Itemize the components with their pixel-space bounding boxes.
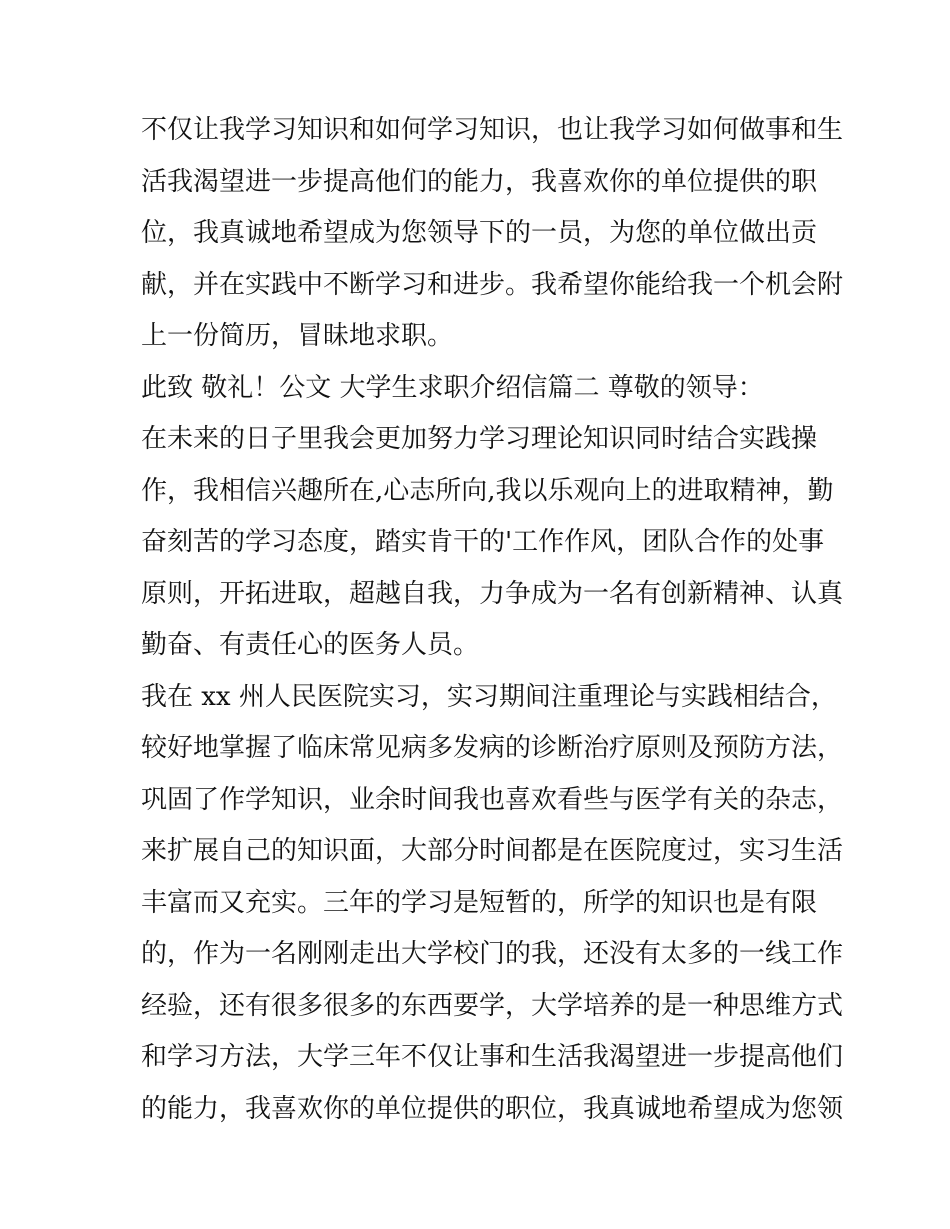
- text-line: 原则，开拓进取，超越自我，力争成为一名有创新精神、认真: [141, 578, 844, 609]
- document-body: [141, 105, 844, 1135]
- text-line: 不仅让我学习知识和如何学习知识，也让我学习如何做事和生: [141, 115, 844, 145]
- text-line: 作，我相信兴趣所在,心志所向,我以乐观向上的进取精神，勤: [141, 475, 834, 506]
- paragraph-3: [141, 414, 844, 672]
- text-line: 勤奋、有责任心的医务人员。: [141, 630, 480, 660]
- text-line: 巩固了作学知识，业余时间我也喜欢看些与医学有关的杂志，: [141, 784, 844, 815]
- text-line: 较好地掌握了临床常见病多发病的诊断治疗原则及预防方法，: [141, 733, 844, 763]
- text-line: 经验，还有很多很多的东西要学，大学培养的是一种思维方式: [141, 990, 844, 1021]
- text-line: 活我渴望进一步提高他们的能力，我喜欢你的单位提供的职: [141, 166, 818, 197]
- text-line: 上一份简历，冒昧地求职。: [141, 321, 454, 351]
- paragraph-2: [141, 363, 816, 415]
- text-line: 献，并在实践中不断学习和进步。我希望你能给我一个机会附: [141, 269, 844, 300]
- text-line: 此致 敬礼！公文 大学生求职介绍信篇二 尊敬的领导：: [141, 372, 764, 403]
- text-line: 奋刻苦的学习态度，踏实肯干的'工作作风，团队合作的处事: [141, 527, 825, 557]
- text-line: 丰富而又充实。三年的学习是短暂的，所学的知识也是有限: [141, 887, 818, 918]
- text-line: 位，我真诚地希望成为您领导下的一员，为您的单位做出贡: [141, 218, 818, 248]
- text-line: 我在 xx 州人民医院实习，实习期间注重理论与实践相结合，: [141, 681, 837, 712]
- text-line: 的能力，我喜欢你的单位提供的职位，我真诚地希望成为您领: [141, 1093, 844, 1124]
- paragraph-1: [141, 105, 844, 363]
- text-line: 来扩展自己的知识面，大部分时间都是在医院度过，实习生活: [141, 836, 844, 866]
- text-line: 和学习方法，大学三年不仅让事和生活我渴望进一步提高他们: [141, 1042, 844, 1072]
- paragraph-4: [141, 672, 844, 1136]
- text-line: 的，作为一名刚刚走出大学校门的我，还没有太多的一线工作: [141, 939, 844, 969]
- text-line: 在未来的日子里我会更加努力学习理论知识同时结合实践操: [141, 424, 818, 454]
